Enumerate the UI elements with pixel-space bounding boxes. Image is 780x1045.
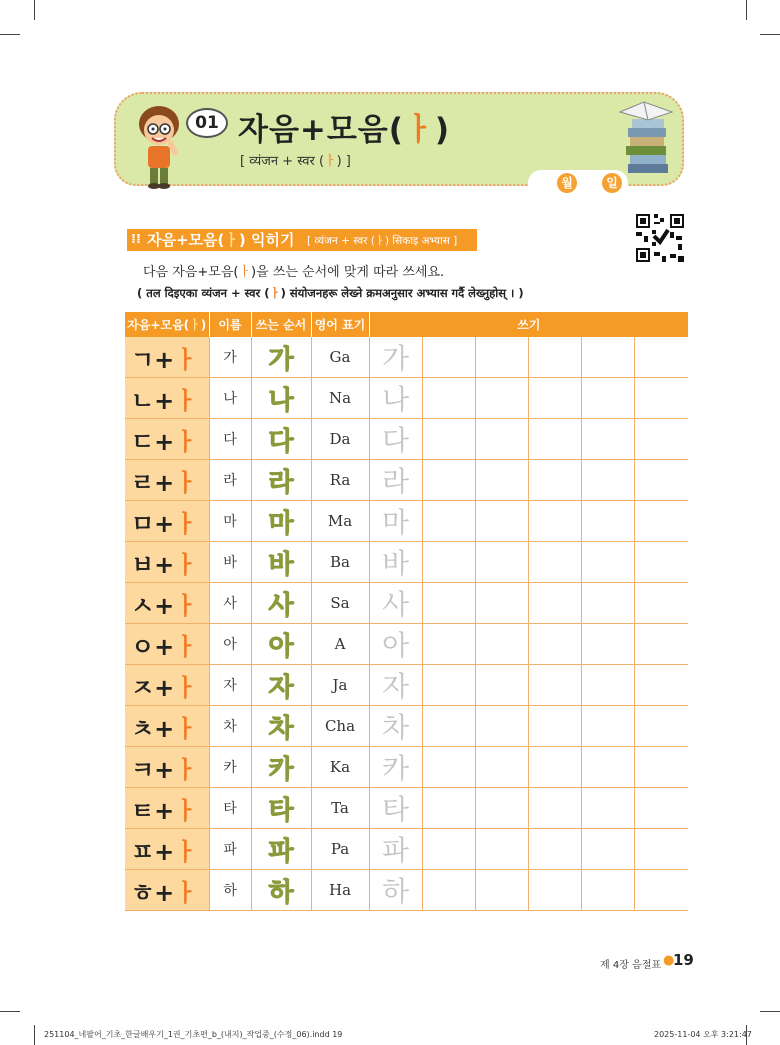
stroke-order-glyph: 파 <box>251 829 311 870</box>
writing-box[interactable] <box>422 665 475 706</box>
page-title-close: ) <box>434 112 451 148</box>
combo-cell <box>125 665 209 706</box>
instruction-korean <box>143 261 444 280</box>
consonant-text: ㅁ+ <box>131 509 175 538</box>
writing-box[interactable] <box>475 747 528 788</box>
vowel-text: ㅏ <box>174 427 198 456</box>
writing-box[interactable] <box>528 337 581 378</box>
table-row <box>125 337 688 378</box>
syllable-name: 라 <box>209 460 251 501</box>
writing-box[interactable] <box>581 747 634 788</box>
vowel-text: ㅏ <box>174 345 198 374</box>
syllable-name: 타 <box>209 788 251 829</box>
table-row <box>125 665 688 706</box>
header-order: 쓰는 순서 <box>251 312 311 337</box>
writing-box[interactable] <box>528 501 581 542</box>
page-title-vowel: ㅏ <box>403 112 435 148</box>
writing-box[interactable] <box>581 542 634 583</box>
qr-code-icon[interactable] <box>634 212 686 264</box>
consonant-text: ㄹ+ <box>131 468 175 497</box>
writing-box[interactable] <box>422 419 475 460</box>
writing-box[interactable] <box>581 419 634 460</box>
instruction-korean-before: 다음 자음+모음( <box>143 265 239 280</box>
instruction-nepali-before: ( तल दिइएका व्यंजन + स्वर ( <box>137 286 270 300</box>
trace-guide: 사 <box>369 583 422 624</box>
writing-box[interactable] <box>528 665 581 706</box>
consonant-text: ㄷ+ <box>131 427 175 456</box>
vowel-text: ㅏ <box>174 755 198 784</box>
romanization: Na <box>311 378 369 419</box>
header-write: 쓰기 <box>369 312 688 337</box>
chapter-label: 제 4장 음절표 <box>600 960 662 971</box>
writing-box[interactable] <box>634 747 688 788</box>
syllable-name: 마 <box>209 501 251 542</box>
timestamp-slug: 2025-11-04 오후 3:21:47 <box>654 1030 752 1039</box>
header-combo <box>125 312 209 337</box>
writing-box[interactable] <box>475 788 528 829</box>
combo-cell <box>125 829 209 870</box>
writing-box[interactable] <box>475 624 528 665</box>
consonant-text: ㄱ+ <box>131 345 175 374</box>
page-title-main: 자음+모음( <box>238 112 404 148</box>
writing-box[interactable] <box>475 501 528 542</box>
writing-box[interactable] <box>528 747 581 788</box>
consonant-text: ㅊ+ <box>131 714 175 743</box>
romanization: Ha <box>311 870 369 911</box>
header-roman: 영어 표기 <box>311 312 369 337</box>
writing-box[interactable] <box>422 460 475 501</box>
romanization: Sa <box>311 583 369 624</box>
writing-box[interactable] <box>581 788 634 829</box>
book-stack-illustration <box>614 100 678 176</box>
trace-guide: 차 <box>369 706 422 747</box>
combo-cell <box>125 337 209 378</box>
syllable-name: 사 <box>209 583 251 624</box>
vowel-text: ㅏ <box>174 468 198 497</box>
romanization: Pa <box>311 829 369 870</box>
consonant-text: ㅎ+ <box>131 878 175 907</box>
writing-box[interactable] <box>634 419 688 460</box>
stroke-order-glyph: 아 <box>251 624 311 665</box>
table-row <box>125 870 688 911</box>
writing-box[interactable] <box>581 870 634 911</box>
crop-mark <box>34 0 35 20</box>
writing-box[interactable] <box>528 829 581 870</box>
romanization: Ga <box>311 337 369 378</box>
combo-cell <box>125 788 209 829</box>
crop-mark <box>34 1025 35 1045</box>
syllable-name: 가 <box>209 337 251 378</box>
consonant-text: ㅅ+ <box>131 591 175 620</box>
lesson-number-badge: 01 <box>186 108 228 138</box>
vowel-text: ㅏ <box>174 673 198 702</box>
combo-cell <box>125 706 209 747</box>
syllable-name: 차 <box>209 706 251 747</box>
stroke-order-glyph: 마 <box>251 501 311 542</box>
romanization: Ra <box>311 460 369 501</box>
stroke-order-glyph: 다 <box>251 419 311 460</box>
crop-mark <box>760 1011 780 1012</box>
syllable-name: 바 <box>209 542 251 583</box>
stroke-order-glyph: 차 <box>251 706 311 747</box>
syllable-name: 나 <box>209 378 251 419</box>
combo-cell <box>125 870 209 911</box>
writing-box[interactable] <box>581 460 634 501</box>
grip-icon: ⁞⁞ <box>131 232 141 247</box>
consonant-text: ㅌ+ <box>131 796 175 825</box>
trace-guide: 자 <box>369 665 422 706</box>
romanization: Da <box>311 419 369 460</box>
combo-cell <box>125 624 209 665</box>
romanization: Ba <box>311 542 369 583</box>
instruction-korean-vowel: ㅏ <box>238 265 252 280</box>
vowel-text: ㅏ <box>174 632 198 661</box>
table-row <box>125 583 688 624</box>
header-combo-main: 자음+모음( <box>127 318 190 332</box>
writing-box[interactable] <box>475 583 528 624</box>
writing-box[interactable] <box>634 337 688 378</box>
romanization: Ja <box>311 665 369 706</box>
crop-mark <box>0 1011 20 1012</box>
table-row <box>125 378 688 419</box>
section-title-vowel: ㅏ <box>224 231 239 249</box>
stroke-order-glyph: 자 <box>251 665 311 706</box>
writing-box[interactable] <box>422 337 475 378</box>
trace-guide: 나 <box>369 378 422 419</box>
section-title <box>147 230 294 250</box>
syllable-name: 아 <box>209 624 251 665</box>
combo-cell <box>125 583 209 624</box>
trace-guide: 바 <box>369 542 422 583</box>
consonant-text: ㅍ+ <box>131 837 175 866</box>
vowel-text: ㅏ <box>174 796 198 825</box>
writing-box[interactable] <box>634 460 688 501</box>
consonant-text: ㅇ+ <box>131 632 175 661</box>
table-row <box>125 419 688 460</box>
writing-box[interactable] <box>634 501 688 542</box>
syllable-name: 카 <box>209 747 251 788</box>
consonant-text: ㄴ+ <box>131 386 175 415</box>
instruction-nepali-vowel: ㅏ <box>269 286 281 300</box>
instruction-nepali-after: ) संयोजनहरू लेख्ने क्रमअनुसार अभ्यास गर्दै लेख्नुहोस् । ) <box>280 286 524 300</box>
combo-cell <box>125 542 209 583</box>
writing-box[interactable] <box>422 501 475 542</box>
stroke-order-glyph: 사 <box>251 583 311 624</box>
trace-guide: 타 <box>369 788 422 829</box>
writing-box[interactable] <box>422 624 475 665</box>
stroke-order-glyph: 하 <box>251 870 311 911</box>
trace-guide: 카 <box>369 747 422 788</box>
syllable-name: 자 <box>209 665 251 706</box>
vowel-text: ㅏ <box>174 878 198 907</box>
writing-box[interactable] <box>634 378 688 419</box>
writing-box[interactable] <box>422 829 475 870</box>
syllable-name: 다 <box>209 419 251 460</box>
writing-box[interactable] <box>634 583 688 624</box>
vowel-text: ㅏ <box>174 550 198 579</box>
writing-box[interactable] <box>528 419 581 460</box>
vowel-text: ㅏ <box>174 591 198 620</box>
header-combo-vowel: ㅏ <box>189 318 201 332</box>
page-title <box>238 104 450 149</box>
writing-box[interactable] <box>634 829 688 870</box>
writing-box[interactable] <box>475 460 528 501</box>
trace-guide: 하 <box>369 870 422 911</box>
writing-box[interactable] <box>422 583 475 624</box>
writing-box[interactable] <box>422 542 475 583</box>
trace-guide: 파 <box>369 829 422 870</box>
writing-box[interactable] <box>581 829 634 870</box>
writing-box[interactable] <box>528 870 581 911</box>
writing-box[interactable] <box>475 829 528 870</box>
stroke-order-glyph: 타 <box>251 788 311 829</box>
stroke-order-glyph: 나 <box>251 378 311 419</box>
writing-box[interactable] <box>528 378 581 419</box>
table-row <box>125 829 688 870</box>
page-subtitle-vowel: ㅏ <box>324 154 337 169</box>
table-row <box>125 706 688 747</box>
writing-box[interactable] <box>634 788 688 829</box>
boy-character-illustration <box>126 100 196 192</box>
writing-box[interactable] <box>422 870 475 911</box>
table-row <box>125 747 688 788</box>
writing-box[interactable] <box>634 706 688 747</box>
writing-box[interactable] <box>581 665 634 706</box>
section-title-close: ) 익히기 <box>238 231 295 249</box>
section-subtitle: [ व्यंजन + स्वर (ㅏ) सिकाइ अभ्यास ] <box>307 235 458 247</box>
combo-cell <box>125 460 209 501</box>
table-row <box>125 501 688 542</box>
writing-box[interactable] <box>475 706 528 747</box>
vowel-text: ㅏ <box>174 509 198 538</box>
writing-box[interactable] <box>634 624 688 665</box>
writing-box[interactable] <box>475 419 528 460</box>
writing-box[interactable] <box>475 378 528 419</box>
trace-guide: 다 <box>369 419 422 460</box>
crop-mark <box>0 34 20 35</box>
romanization: Cha <box>311 706 369 747</box>
writing-box[interactable] <box>634 542 688 583</box>
month-label: 월 <box>557 173 577 193</box>
writing-box[interactable] <box>581 378 634 419</box>
trace-guide: 가 <box>369 337 422 378</box>
day-label: 일 <box>602 173 622 193</box>
instruction-korean-after: )을 쓰는 순서에 맞게 따라 쓰세요. <box>251 265 445 280</box>
header-combo-close: ) <box>200 318 207 332</box>
table-row <box>125 788 688 829</box>
combo-cell <box>125 378 209 419</box>
syllable-name: 파 <box>209 829 251 870</box>
trace-guide: 마 <box>369 501 422 542</box>
writing-box[interactable] <box>475 665 528 706</box>
writing-box[interactable] <box>422 706 475 747</box>
trace-guide: 아 <box>369 624 422 665</box>
trace-guide: 라 <box>369 460 422 501</box>
writing-box[interactable] <box>528 624 581 665</box>
bullet-icon: ● <box>663 953 675 968</box>
stroke-order-glyph: 라 <box>251 460 311 501</box>
combo-cell <box>125 501 209 542</box>
page-number: 19 <box>673 951 694 969</box>
romanization: Ta <box>311 788 369 829</box>
table-row <box>125 624 688 665</box>
combo-cell <box>125 419 209 460</box>
writing-box[interactable] <box>581 583 634 624</box>
writing-box[interactable] <box>581 624 634 665</box>
writing-box[interactable] <box>475 542 528 583</box>
romanization: Ka <box>311 747 369 788</box>
writing-box[interactable] <box>528 460 581 501</box>
vowel-text: ㅏ <box>174 837 198 866</box>
file-slug: 251104_네팔어_기초_한글배우기_1권_기초편_b_(내지)_작업중_(수정_06).indd 19 <box>44 1030 343 1039</box>
practice-table <box>125 312 688 911</box>
table-header-row <box>125 312 688 337</box>
writing-box[interactable] <box>528 542 581 583</box>
crop-mark <box>760 34 780 35</box>
combo-cell <box>125 747 209 788</box>
instruction-nepali <box>137 285 524 301</box>
writing-box[interactable] <box>422 747 475 788</box>
writing-box[interactable] <box>528 788 581 829</box>
header-name: 이름 <box>209 312 251 337</box>
writing-box[interactable] <box>422 378 475 419</box>
table-row <box>125 460 688 501</box>
table-row <box>125 542 688 583</box>
stroke-order-glyph: 카 <box>251 747 311 788</box>
writing-box[interactable] <box>581 337 634 378</box>
vowel-text: ㅏ <box>174 714 198 743</box>
vowel-text: ㅏ <box>174 386 198 415</box>
writing-box[interactable] <box>581 706 634 747</box>
writing-box[interactable] <box>634 665 688 706</box>
consonant-text: ㅈ+ <box>131 673 175 702</box>
stroke-order-glyph: 바 <box>251 542 311 583</box>
consonant-text: ㅋ+ <box>131 755 175 784</box>
page-subtitle-open: [ व्यंजन + स्वर ( <box>240 154 325 169</box>
section-title-main: 자음+모음( <box>147 231 225 249</box>
stroke-order-glyph: 가 <box>251 337 311 378</box>
writing-box[interactable] <box>581 501 634 542</box>
writing-box[interactable] <box>475 337 528 378</box>
writing-box[interactable] <box>475 870 528 911</box>
crop-mark <box>746 0 747 20</box>
romanization: A <box>311 624 369 665</box>
page-subtitle <box>240 150 351 169</box>
writing-box[interactable] <box>422 788 475 829</box>
consonant-text: ㅂ+ <box>131 550 175 579</box>
syllable-name: 하 <box>209 870 251 911</box>
writing-box[interactable] <box>528 583 581 624</box>
writing-box[interactable] <box>634 870 688 911</box>
romanization: Ma <box>311 501 369 542</box>
writing-box[interactable] <box>528 706 581 747</box>
page-subtitle-close: ) ] <box>336 154 351 169</box>
